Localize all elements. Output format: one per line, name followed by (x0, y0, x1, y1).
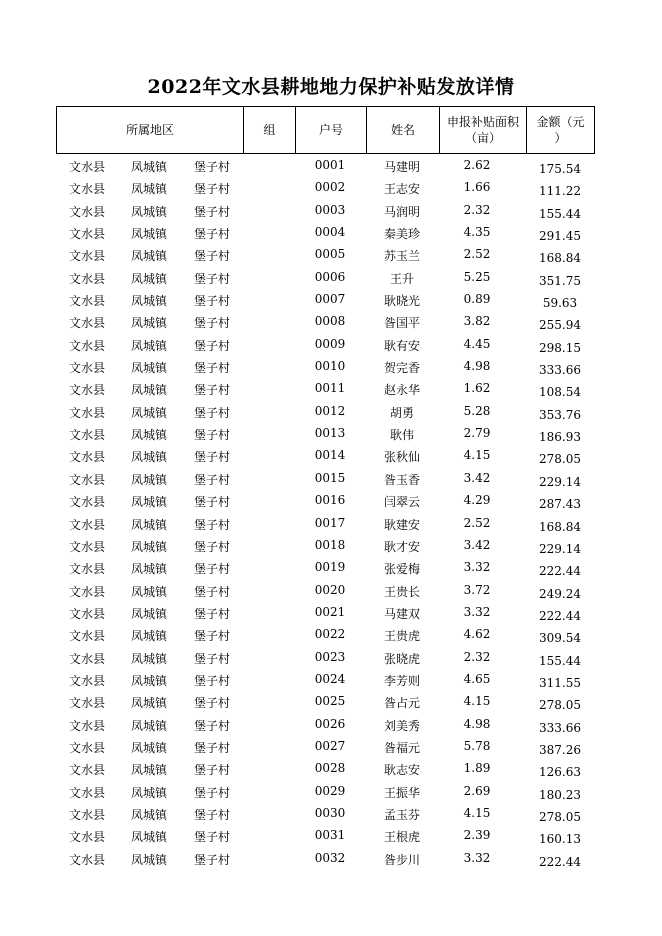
cell-household-number: 0008 (314, 314, 346, 329)
header-name: 姓名 (366, 107, 439, 153)
cell-name: 张晓虎 (383, 651, 420, 666)
header-area-line2: （亩） (464, 131, 501, 145)
cell-county: 文水县 (69, 160, 106, 174)
cell-village: 堡子村 (194, 852, 231, 867)
cell-name: 赵永华 (383, 383, 420, 398)
cell-name: 秦美珍 (383, 227, 420, 242)
cell-county: 文水县 (69, 472, 106, 487)
cell-county: 文水县 (69, 204, 106, 219)
table-row (0, 289, 662, 311)
cell-household-number: 0012 (314, 403, 346, 418)
cell-name: 耿才安 (383, 539, 420, 554)
table-row (0, 311, 662, 333)
cell-town: 凤城镇 (131, 539, 168, 554)
cell-name: 昝步川 (383, 852, 420, 867)
cell-area: 4.45 (463, 336, 491, 351)
cell-household-number: 0023 (314, 649, 346, 664)
cell-area: 1.62 (463, 381, 491, 396)
cell-name: 耿有安 (383, 338, 420, 353)
cell-village: 堡子村 (194, 539, 231, 554)
cell-county: 文水县 (69, 696, 106, 711)
cell-county: 文水县 (69, 294, 106, 309)
cell-name: 马建明 (383, 160, 420, 174)
cell-name: 王贵虎 (383, 629, 420, 644)
cell-area: 5.78 (463, 738, 491, 753)
table-row (0, 222, 662, 244)
cell-town: 凤城镇 (131, 584, 168, 599)
cell-town: 凤城镇 (131, 651, 168, 666)
cell-amount: 278.05 (539, 452, 581, 467)
cell-county: 文水县 (69, 361, 106, 376)
cell-household-number: 0001 (314, 158, 346, 172)
header-amount-line2: ） (554, 131, 567, 145)
cell-area: 0.89 (463, 292, 491, 307)
cell-village: 堡子村 (194, 495, 231, 510)
cell-village: 堡子村 (194, 428, 231, 443)
cell-amount: 222.44 (539, 564, 581, 579)
cell-area: 4.29 (463, 493, 491, 508)
cell-town: 凤城镇 (131, 361, 168, 376)
cell-county: 文水县 (69, 718, 106, 733)
cell-amount: 278.05 (539, 809, 581, 824)
cell-household-number: 0006 (314, 269, 346, 284)
cell-village: 堡子村 (194, 361, 231, 376)
cell-area: 4.98 (463, 359, 491, 374)
cell-county: 文水县 (69, 428, 106, 443)
cell-name: 耿晓光 (383, 294, 420, 309)
table-row (0, 758, 662, 780)
cell-amount: 175.54 (539, 162, 581, 176)
cell-area: 4.15 (463, 694, 491, 709)
table-row (0, 423, 662, 445)
table-row (0, 267, 662, 289)
cell-village: 堡子村 (194, 182, 231, 197)
table-row (0, 669, 662, 691)
cell-town: 凤城镇 (131, 271, 168, 286)
cell-village: 堡子村 (194, 763, 231, 778)
cell-area: 2.52 (463, 515, 491, 530)
cell-village: 堡子村 (194, 472, 231, 487)
cell-amount: 155.44 (539, 653, 581, 668)
cell-county: 文水县 (69, 785, 106, 800)
cell-area: 2.62 (463, 158, 491, 172)
cell-amount: 222.44 (539, 608, 581, 623)
table-row (0, 557, 662, 579)
cell-amount: 59.63 (542, 296, 578, 311)
cell-county: 文水县 (69, 830, 106, 845)
cell-town: 凤城镇 (131, 249, 168, 264)
cell-name: 耿伟 (389, 428, 414, 443)
cell-village: 堡子村 (194, 271, 231, 286)
cell-name: 王振华 (383, 785, 420, 800)
cell-household-number: 0010 (314, 359, 346, 374)
cell-town: 凤城镇 (131, 562, 168, 577)
cell-name: 苏玉兰 (383, 249, 420, 264)
cell-village: 堡子村 (194, 584, 231, 599)
cell-county: 文水县 (69, 316, 106, 331)
cell-name: 马润明 (383, 204, 420, 219)
cell-county: 文水县 (69, 383, 106, 398)
cell-village: 堡子村 (194, 740, 231, 755)
cell-name: 昝玉香 (383, 472, 420, 487)
table-row (0, 200, 662, 222)
cell-amount: 333.66 (539, 363, 581, 378)
cell-village: 堡子村 (194, 517, 231, 532)
cell-household-number: 0029 (314, 783, 346, 798)
table-row (0, 714, 662, 736)
cell-town: 凤城镇 (131, 450, 168, 465)
cell-household-number: 0019 (314, 560, 346, 575)
cell-town: 凤城镇 (131, 495, 168, 510)
table-row (0, 356, 662, 378)
cell-area: 3.42 (463, 537, 491, 552)
cell-county: 文水县 (69, 584, 106, 599)
cell-village: 堡子村 (194, 316, 231, 331)
cell-village: 堡子村 (194, 651, 231, 666)
table-row (0, 490, 662, 512)
cell-name: 王根虎 (383, 830, 420, 845)
cell-amount: 255.94 (539, 318, 581, 333)
cell-area: 2.32 (463, 649, 491, 664)
cell-name: 耿建安 (383, 517, 420, 532)
cell-village: 堡子村 (194, 160, 231, 174)
cell-village: 堡子村 (194, 405, 231, 420)
header-area (439, 107, 526, 153)
cell-area: 4.15 (463, 448, 491, 463)
cell-household-number: 0011 (314, 381, 346, 396)
cell-household-number: 0016 (314, 493, 346, 508)
cell-village: 堡子村 (194, 785, 231, 800)
table-row (0, 580, 662, 602)
cell-amount: 229.14 (539, 541, 581, 556)
header-area-line1: 申报补贴面积 (446, 115, 519, 129)
cell-name: 孟玉芬 (383, 807, 420, 822)
cell-household-number: 0031 (314, 828, 346, 843)
cell-household-number: 0026 (314, 716, 346, 731)
cell-county: 文水县 (69, 651, 106, 666)
cell-village: 堡子村 (194, 830, 231, 845)
cell-household-number: 0013 (314, 426, 346, 441)
cell-village: 堡子村 (194, 383, 231, 398)
cell-county: 文水县 (69, 271, 106, 286)
table-row (0, 624, 662, 646)
cell-county: 文水县 (69, 450, 106, 465)
cell-household-number: 0018 (314, 537, 346, 552)
cell-name: 马建双 (383, 606, 420, 621)
cell-town: 凤城镇 (131, 316, 168, 331)
cell-town: 凤城镇 (131, 160, 168, 174)
cell-area: 2.69 (463, 783, 491, 798)
cell-area: 5.25 (463, 269, 491, 284)
cell-household-number: 0014 (314, 448, 346, 463)
cell-household-number: 0002 (314, 180, 346, 195)
table-row (0, 401, 662, 423)
cell-village: 堡子村 (194, 294, 231, 309)
header-group: 组 (243, 107, 295, 153)
table-row (0, 535, 662, 557)
cell-area: 4.98 (463, 716, 491, 731)
cell-town: 凤城镇 (131, 807, 168, 822)
cell-area: 4.15 (463, 805, 491, 820)
table-row (0, 803, 662, 825)
cell-household-number: 0028 (314, 761, 346, 776)
cell-household-number: 0017 (314, 515, 346, 530)
table-row (0, 468, 662, 490)
cell-amount: 249.24 (539, 586, 581, 601)
cell-town: 凤城镇 (131, 405, 168, 420)
cell-household-number: 0020 (314, 582, 346, 597)
cell-name: 闫翠云 (383, 495, 420, 510)
cell-name: 昝福元 (383, 740, 420, 755)
cell-town: 凤城镇 (131, 472, 168, 487)
cell-county: 文水县 (69, 338, 106, 353)
cell-county: 文水县 (69, 673, 106, 688)
cell-county: 文水县 (69, 763, 106, 778)
table-row (0, 781, 662, 803)
cell-town: 凤城镇 (131, 830, 168, 845)
cell-area: 4.65 (463, 671, 491, 686)
cell-amount: 108.54 (539, 385, 581, 400)
cell-amount: 126.63 (539, 765, 581, 780)
cell-village: 堡子村 (194, 807, 231, 822)
cell-name: 胡勇 (389, 405, 414, 420)
cell-village: 堡子村 (194, 204, 231, 219)
cell-amount: 287.43 (539, 497, 581, 512)
cell-household-number: 0030 (314, 805, 346, 820)
cell-household-number: 0022 (314, 627, 346, 642)
cell-town: 凤城镇 (131, 673, 168, 688)
cell-name: 昝国平 (383, 316, 420, 331)
cell-name: 李芳则 (383, 673, 420, 688)
table-row (0, 736, 662, 758)
cell-household-number: 0027 (314, 738, 346, 753)
cell-town: 凤城镇 (131, 428, 168, 443)
cell-name: 王升 (389, 271, 414, 286)
cell-town: 凤城镇 (131, 606, 168, 621)
cell-amount: 387.26 (539, 742, 581, 757)
cell-area: 3.32 (463, 560, 491, 575)
cell-village: 堡子村 (194, 227, 231, 242)
cell-town: 凤城镇 (131, 785, 168, 800)
cell-name: 昝占元 (383, 696, 420, 711)
cell-area: 5.28 (463, 403, 491, 418)
cell-household-number: 0007 (314, 292, 346, 307)
cell-town: 凤城镇 (131, 718, 168, 733)
cell-amount: 168.84 (539, 519, 581, 534)
table-row (0, 177, 662, 199)
cell-amount: 333.66 (539, 720, 581, 735)
cell-amount: 278.05 (539, 698, 581, 713)
cell-county: 文水县 (69, 405, 106, 420)
cell-village: 堡子村 (194, 562, 231, 577)
cell-town: 凤城镇 (131, 383, 168, 398)
cell-county: 文水县 (69, 495, 106, 510)
cell-county: 文水县 (69, 629, 106, 644)
cell-town: 凤城镇 (131, 182, 168, 197)
cell-household-number: 0025 (314, 694, 346, 709)
table-row (0, 825, 662, 847)
cell-town: 凤城镇 (131, 740, 168, 755)
cell-household-number: 0024 (314, 671, 346, 686)
table-header (56, 106, 595, 154)
cell-county: 文水县 (69, 539, 106, 554)
cell-town: 凤城镇 (131, 204, 168, 219)
cell-household-number: 0009 (314, 336, 346, 351)
header-amount (526, 107, 594, 153)
cell-name: 张爱梅 (383, 562, 420, 577)
cell-household-number: 0003 (314, 202, 346, 217)
cell-amount: 353.76 (539, 407, 581, 422)
cell-amount: 311.55 (539, 675, 581, 690)
cell-amount: 186.93 (539, 430, 581, 445)
cell-amount: 291.45 (539, 229, 581, 244)
cell-area: 4.35 (463, 225, 491, 240)
cell-county: 文水县 (69, 807, 106, 822)
cell-village: 堡子村 (194, 718, 231, 733)
cell-area: 3.72 (463, 582, 491, 597)
table-row (0, 244, 662, 266)
cell-name: 刘美秀 (383, 718, 420, 733)
cell-village: 堡子村 (194, 338, 231, 353)
table-body (0, 155, 662, 870)
header-amount-line1: 金额（元 (536, 115, 585, 129)
table-row (0, 445, 662, 467)
cell-area: 3.32 (463, 850, 491, 865)
cell-name: 张秋仙 (383, 450, 420, 465)
cell-town: 凤城镇 (131, 338, 168, 353)
table-row (0, 848, 662, 870)
cell-amount: 222.44 (539, 854, 581, 869)
cell-town: 凤城镇 (131, 227, 168, 242)
cell-area: 1.89 (463, 761, 491, 776)
cell-amount: 180.23 (539, 787, 581, 802)
cell-town: 凤城镇 (131, 294, 168, 309)
cell-village: 堡子村 (194, 450, 231, 465)
cell-amount: 155.44 (539, 206, 581, 221)
table-row (0, 155, 662, 177)
header-household: 户号 (295, 107, 366, 153)
cell-name: 贺完香 (383, 361, 420, 376)
cell-county: 文水县 (69, 852, 106, 867)
cell-area: 2.32 (463, 202, 491, 217)
cell-area: 3.32 (463, 604, 491, 619)
cell-household-number: 0021 (314, 604, 346, 619)
cell-village: 堡子村 (194, 673, 231, 688)
cell-household-number: 0005 (314, 247, 346, 262)
cell-village: 堡子村 (194, 629, 231, 644)
cell-amount: 111.22 (539, 184, 581, 199)
table-row (0, 691, 662, 713)
cell-town: 凤城镇 (131, 696, 168, 711)
cell-area: 2.39 (463, 828, 491, 843)
cell-area: 2.52 (463, 247, 491, 262)
cell-county: 文水县 (69, 562, 106, 577)
cell-area: 2.79 (463, 426, 491, 441)
table-row (0, 647, 662, 669)
cell-household-number: 0004 (314, 225, 346, 240)
header-region: 所属地区 (125, 123, 174, 137)
cell-county: 文水县 (69, 182, 106, 197)
cell-amount: 160.13 (539, 832, 581, 847)
cell-town: 凤城镇 (131, 629, 168, 644)
cell-village: 堡子村 (194, 249, 231, 264)
table-row (0, 513, 662, 535)
cell-name: 王志安 (383, 182, 420, 197)
cell-amount: 229.14 (539, 474, 581, 489)
cell-town: 凤城镇 (131, 852, 168, 867)
cell-household-number: 0032 (314, 850, 346, 865)
cell-county: 文水县 (69, 740, 106, 755)
table-row (0, 602, 662, 624)
cell-county: 文水县 (69, 249, 106, 264)
cell-village: 堡子村 (194, 606, 231, 621)
cell-village: 堡子村 (194, 696, 231, 711)
cell-amount: 309.54 (539, 631, 581, 646)
cell-area: 1.66 (463, 180, 491, 195)
cell-area: 3.42 (463, 470, 491, 485)
cell-amount: 168.84 (539, 251, 581, 266)
cell-name: 王贵长 (383, 584, 420, 599)
page-title: 2022年文水县耕地地力保护补贴发放详情 (147, 76, 515, 98)
cell-name: 耿志安 (383, 763, 420, 778)
cell-area: 4.62 (463, 627, 491, 642)
cell-area: 3.82 (463, 314, 491, 329)
table-row (0, 334, 662, 356)
cell-county: 文水县 (69, 227, 106, 242)
cell-town: 凤城镇 (131, 517, 168, 532)
cell-county: 文水县 (69, 606, 106, 621)
cell-county: 文水县 (69, 517, 106, 532)
table-row (0, 378, 662, 400)
cell-household-number: 0015 (314, 470, 346, 485)
cell-amount: 298.15 (539, 340, 581, 355)
cell-town: 凤城镇 (131, 763, 168, 778)
cell-amount: 351.75 (539, 273, 581, 288)
